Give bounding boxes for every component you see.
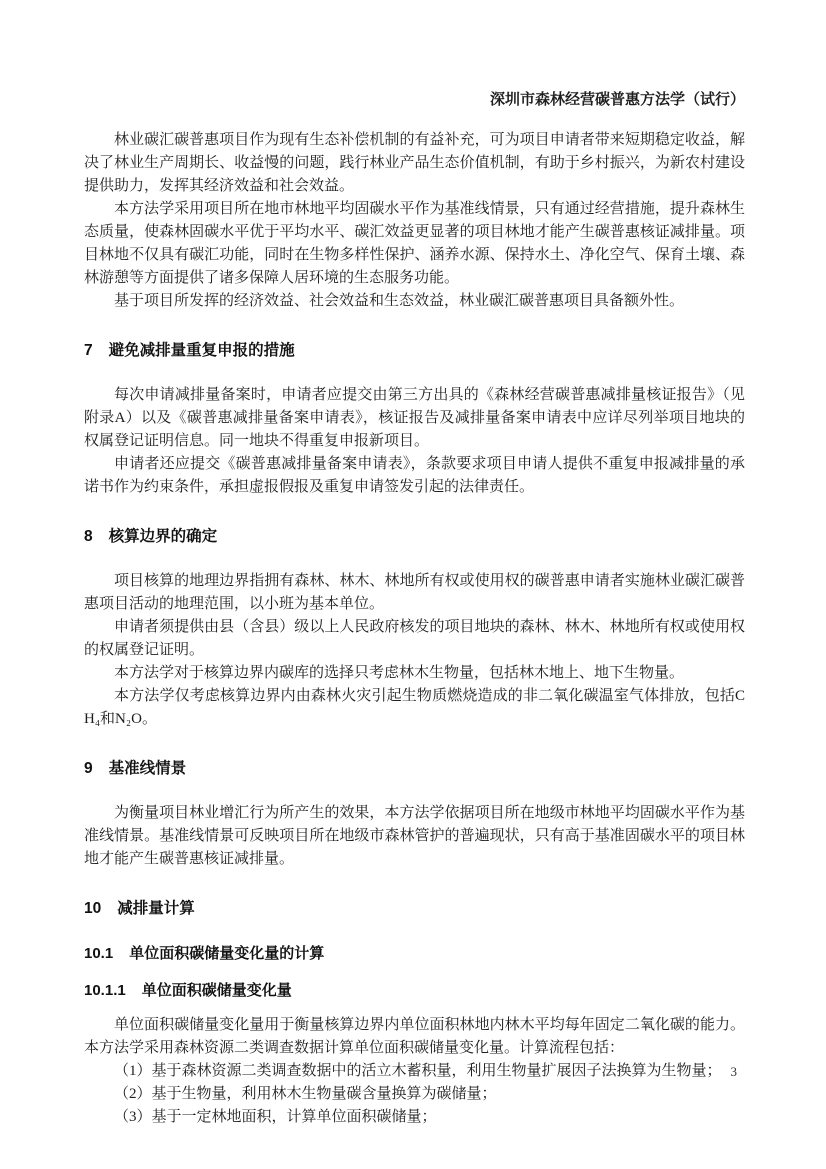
list-item-2: （2）基于生物量，利用林木生物量碳含量换算为碳储量；	[114, 1086, 497, 1102]
section-9-heading	[84, 757, 745, 780]
list-item-3: （3）基于一定林地面积，计算单位面积碳储量；	[114, 1109, 437, 1125]
section-10-1-1-title: 单位面积碳储量变化量	[141, 982, 292, 999]
document-header-title: 深圳市森林经营碳普惠方法学（试行）	[489, 91, 745, 108]
section-7-number: 7	[84, 342, 93, 359]
paragraph-s8-1: 项目核算的地理边界指拥有森林、林木、林地所有权或使用权的碳普惠申请者实施林业碳汇碳普惠项目活动的地理范围，以小班为基本单位。	[84, 573, 745, 612]
document-content	[84, 88, 745, 1129]
section-10-1-title: 单位面积碳储量变化量的计算	[129, 945, 325, 962]
section-8-title: 核算边界的确定	[108, 528, 218, 545]
paragraph-intro-3: 基于项目所发挥的经济效益、社会效益和生态效益，林业碳汇碳普惠项目具备额外性。	[114, 293, 685, 309]
page-number: 3	[730, 1064, 737, 1079]
section-9-title: 基准线情景	[108, 760, 187, 777]
paragraph-s9-1: 为衡量项目林业增汇行为所产生的效果，本方法学依据项目所在地级市林地平均固碳水平作为基准线情景。基准线情景可反映项目所在地级市森林管护的普遍现状，只有高于基准固碳水平的项目林地才能产生碳普惠核证减排量。	[84, 805, 745, 867]
section-10-1-heading	[84, 942, 745, 965]
section-7-title: 避免减排量重复申报的措施	[108, 342, 295, 359]
paragraph-intro-2: 本方法学采用项目所在地市林地平均固碳水平作为基准线情景，只有通过经营措施，提升森林生态质量，使森林固碳水平优于平均水平、碳汇效益更显著的项目林地才能产生碳普惠核证减排量。项目林地不仅具有碳汇功能，同时在生物多样性保护、涵养水源、保持水土、净化空气、保育土壤、森林游憩等方面提供了诸多保障人居环境的生态服务功能。	[84, 201, 745, 286]
section-10-1-number: 10.1	[84, 945, 114, 962]
section-9-number: 9	[84, 760, 93, 777]
section-10-title: 减排量计算	[117, 900, 195, 917]
section-10-heading	[84, 897, 745, 920]
paragraph-s8-2: 申请者须提供由县（含县）级以上人民政府核发的项目地块的森林、林木、林地所有权或使用权的权属登记证明。	[84, 619, 745, 658]
paragraph-s8-3: 本方法学对于核算边界内碳库的选择只考虑林木生物量，包括林木地上、地下生物量。	[114, 665, 685, 681]
section-8-heading	[84, 525, 745, 548]
paragraph-s7-2: 申请者还应提交《碳普惠减排量备案申请表》，条款要求项目申请人提供不重复申报减排量的承诺书作为约束条件，承担虚报假报及重复申请签发引起的法律责任。	[84, 456, 745, 495]
paragraph-s8-4: 本方法学仅考虑核算边界内由森林火灾引起生物质燃烧造成的非二氧化碳温室气体排放，包括CH₄和N₂O。	[84, 688, 745, 727]
calculation-steps-list	[84, 1060, 745, 1129]
section-10-1-1-number: 10.1.1	[84, 982, 126, 999]
section-10-number: 10	[84, 900, 102, 917]
section-10-1-1-heading	[84, 979, 745, 1002]
section-8-number: 8	[84, 528, 93, 545]
paragraph-s10-1: 单位面积碳储量变化量用于衡量核算边界内单位面积林地内林木平均每年固定二氧化碳的能力。本方法学采用森林资源二类调查数据计算单位面积碳储量变化量。计算流程包括：	[84, 1017, 745, 1056]
paragraph-s7-1: 每次申请减排量备案时，申请者应提交由第三方出具的《森林经营碳普惠减排量核证报告》（见附录A）以及《碳普惠减排量备案申请表》，核证报告及减排量备案申请表中应详尽列举项目地块的权属登记证明信息。同一地块不得重复申报新项目。	[84, 387, 745, 449]
list-item-1: （1）基于森林资源二类调查数据中的活立木蓄积量，利用生物量扩展因子法换算为生物量；	[114, 1063, 722, 1079]
paragraph-intro-1: 林业碳汇碳普惠项目作为现有生态补偿机制的有益补充，可为项目申请者带来短期稳定收益，解决了林业生产周期长、收益慢的问题，践行林业产品生态价值机制，有助于乡村振兴，为新农村建设提供助力，发挥其经济效益和社会效益。	[84, 132, 745, 194]
section-7-heading	[84, 339, 745, 362]
